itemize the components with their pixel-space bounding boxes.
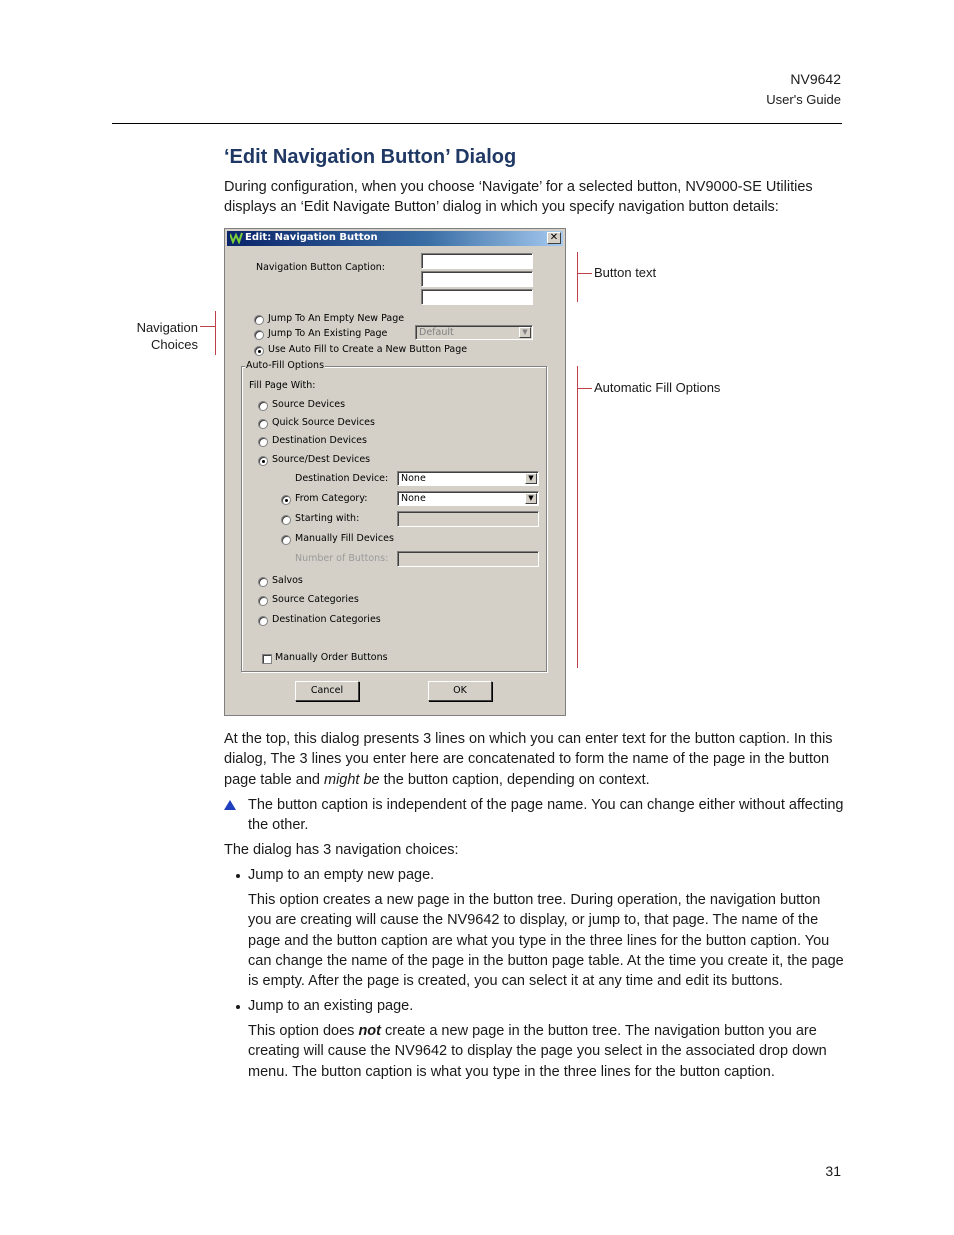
radio-from-category[interactable] (281, 495, 291, 505)
radio-jump-existing-page[interactable] (254, 330, 264, 340)
close-icon: ✕ (549, 232, 559, 243)
radio-destination-devices-label: Destination Devices (272, 435, 367, 446)
radio-source-devices[interactable] (258, 401, 268, 411)
caption-line-1-input[interactable] (421, 253, 533, 269)
page-number: 31 (825, 1163, 841, 1179)
radio-salvos-label: Salvos (272, 575, 303, 586)
existing-page-select-value: Default (419, 327, 454, 338)
body-paragraph-2: The dialog has 3 navigation choices: (224, 842, 459, 858)
bullet-2-description (248, 1021, 844, 1082)
bullet-dot-icon (236, 1005, 240, 1009)
caption-label: Navigation Button Caption: (256, 262, 385, 273)
callout-bracket-auto-fill (577, 366, 578, 668)
note-triangle-icon (224, 800, 236, 810)
destination-device-select[interactable] (397, 471, 539, 486)
body-paragraph-1 (224, 729, 844, 790)
callout-automatic-fill-options: Automatic Fill Options (594, 380, 721, 395)
radio-jump-empty-new-page-label: Jump To An Empty New Page (268, 313, 405, 324)
radio-salvos[interactable] (258, 577, 268, 587)
bullet-2-description-b: create a new page in the button tree. The navigation button you are creating will cause the NV9642 to display the page you select in the associated drop down menu. The button caption is what you type in the three lines for the button caption. (248, 1023, 827, 1080)
bullet-2-description-a: This option does (248, 1023, 359, 1039)
cancel-button[interactable]: Cancel (295, 681, 359, 701)
caption-line-3-input[interactable] (421, 289, 533, 305)
header-guide: User's Guide (766, 92, 841, 107)
body-paragraph-1-em: might be (323, 771, 380, 788)
radio-destination-categories-label: Destination Categories (272, 614, 381, 625)
radio-quick-source-devices-label: Quick Source Devices (272, 417, 375, 428)
dialog-titlebar (227, 231, 563, 246)
chevron-down-icon: ▼ (519, 327, 531, 338)
radio-use-auto-fill[interactable] (254, 346, 264, 356)
chevron-down-icon: ▼ (525, 473, 537, 484)
radio-jump-existing-page-label: Jump To An Existing Page (268, 328, 388, 339)
from-category-value: None (401, 493, 426, 504)
existing-page-select[interactable] (415, 325, 533, 340)
manually-order-buttons-checkbox[interactable] (262, 654, 272, 664)
radio-starting-with[interactable] (281, 515, 291, 525)
radio-jump-empty-new-page[interactable] (254, 315, 264, 325)
section-title: ‘Edit Navigation Button’ Dialog (224, 146, 517, 168)
header-divider (112, 123, 842, 124)
radio-destination-devices[interactable] (258, 437, 268, 447)
note-text: The button caption is independent of the page name. You can change either without affecting the other. (248, 797, 844, 834)
callout-bracket-button-text (577, 252, 578, 302)
bullet-1: Jump to an empty new page. (248, 867, 435, 883)
app-logo-icon (230, 232, 243, 244)
radio-source-dest-devices[interactable] (258, 456, 268, 466)
radio-source-devices-label: Source Devices (272, 399, 346, 410)
close-button[interactable] (547, 232, 561, 244)
ok-button[interactable]: OK (428, 681, 492, 701)
callout-bracket-navigation (215, 311, 216, 355)
radio-use-auto-fill-label: Use Auto Fill to Create a New Button Page (268, 344, 468, 355)
auto-fill-options-label: Auto-Fill Options (246, 360, 325, 371)
manually-order-buttons-label: Manually Order Buttons (275, 652, 388, 663)
body-paragraph-1-a: At the top, this dialog presents 3 lines on which you can enter text for the button caption. In this dialog, The 3 lines you enter here are concatenated to form the name of the page in the button page table and (224, 731, 833, 788)
from-category-select[interactable] (397, 491, 539, 506)
bullet-1-description: This option creates a new page in the button tree. During operation, the navigation button you are creating will cause the NV9642 to display, or jump to, that page. The name of the page and the button caption are what you type in the three lines for the button caption. You can change the name of the page in the button page table. At the time you create it, the page is empty. After the page is created, you can select it at any time and edit its buttons. (248, 892, 844, 990)
callout-navigation-choices (120, 319, 198, 353)
number-of-buttons-label: Number of Buttons: (295, 553, 389, 564)
callout-line-navigation (200, 326, 215, 327)
starting-with-input[interactable] (397, 511, 539, 527)
radio-quick-source-devices[interactable] (258, 419, 268, 429)
radio-source-dest-devices-label: Source/Dest Devices (272, 454, 371, 465)
bullet-2-description-strong: not (358, 1023, 381, 1039)
radio-source-categories[interactable] (258, 596, 268, 606)
callout-line-button-text (577, 273, 592, 274)
header-product: NV9642 (790, 71, 841, 87)
from-category-label: From Category: (295, 493, 368, 504)
callout-navigation-choices-line2: Choices (151, 337, 198, 352)
starting-with-label: Starting with: (295, 513, 360, 524)
callout-line-auto-fill (577, 388, 592, 389)
callout-navigation-choices-line1: Navigation (136, 320, 198, 335)
dialog-title: Edit: Navigation Button (245, 232, 378, 243)
radio-manually-fill-devices[interactable] (281, 535, 291, 545)
number-of-buttons-input[interactable] (397, 551, 539, 567)
fill-page-with-label: Fill Page With: (249, 380, 316, 391)
bullet-2: Jump to an existing page. (248, 998, 414, 1014)
caption-line-2-input[interactable] (421, 271, 533, 287)
body-paragraph-1-b: the button caption, depending on context. (379, 771, 650, 788)
chevron-down-icon: ▼ (525, 493, 537, 504)
destination-device-value: None (401, 473, 426, 484)
manually-fill-devices-label: Manually Fill Devices (295, 533, 394, 544)
bullet-dot-icon (236, 874, 240, 878)
radio-source-categories-label: Source Categories (272, 594, 359, 605)
edit-navigation-button-dialog (224, 228, 566, 716)
intro-paragraph: During configuration, when you choose ‘Navigate’ for a selected button, NV9000-SE Utilities displays an ‘Edit Navigate Button’ dialog in which you specify navigation button details: (224, 179, 813, 216)
destination-device-label: Destination Device: (295, 473, 389, 484)
callout-button-text: Button text (594, 265, 657, 280)
radio-destination-categories[interactable] (258, 616, 268, 626)
